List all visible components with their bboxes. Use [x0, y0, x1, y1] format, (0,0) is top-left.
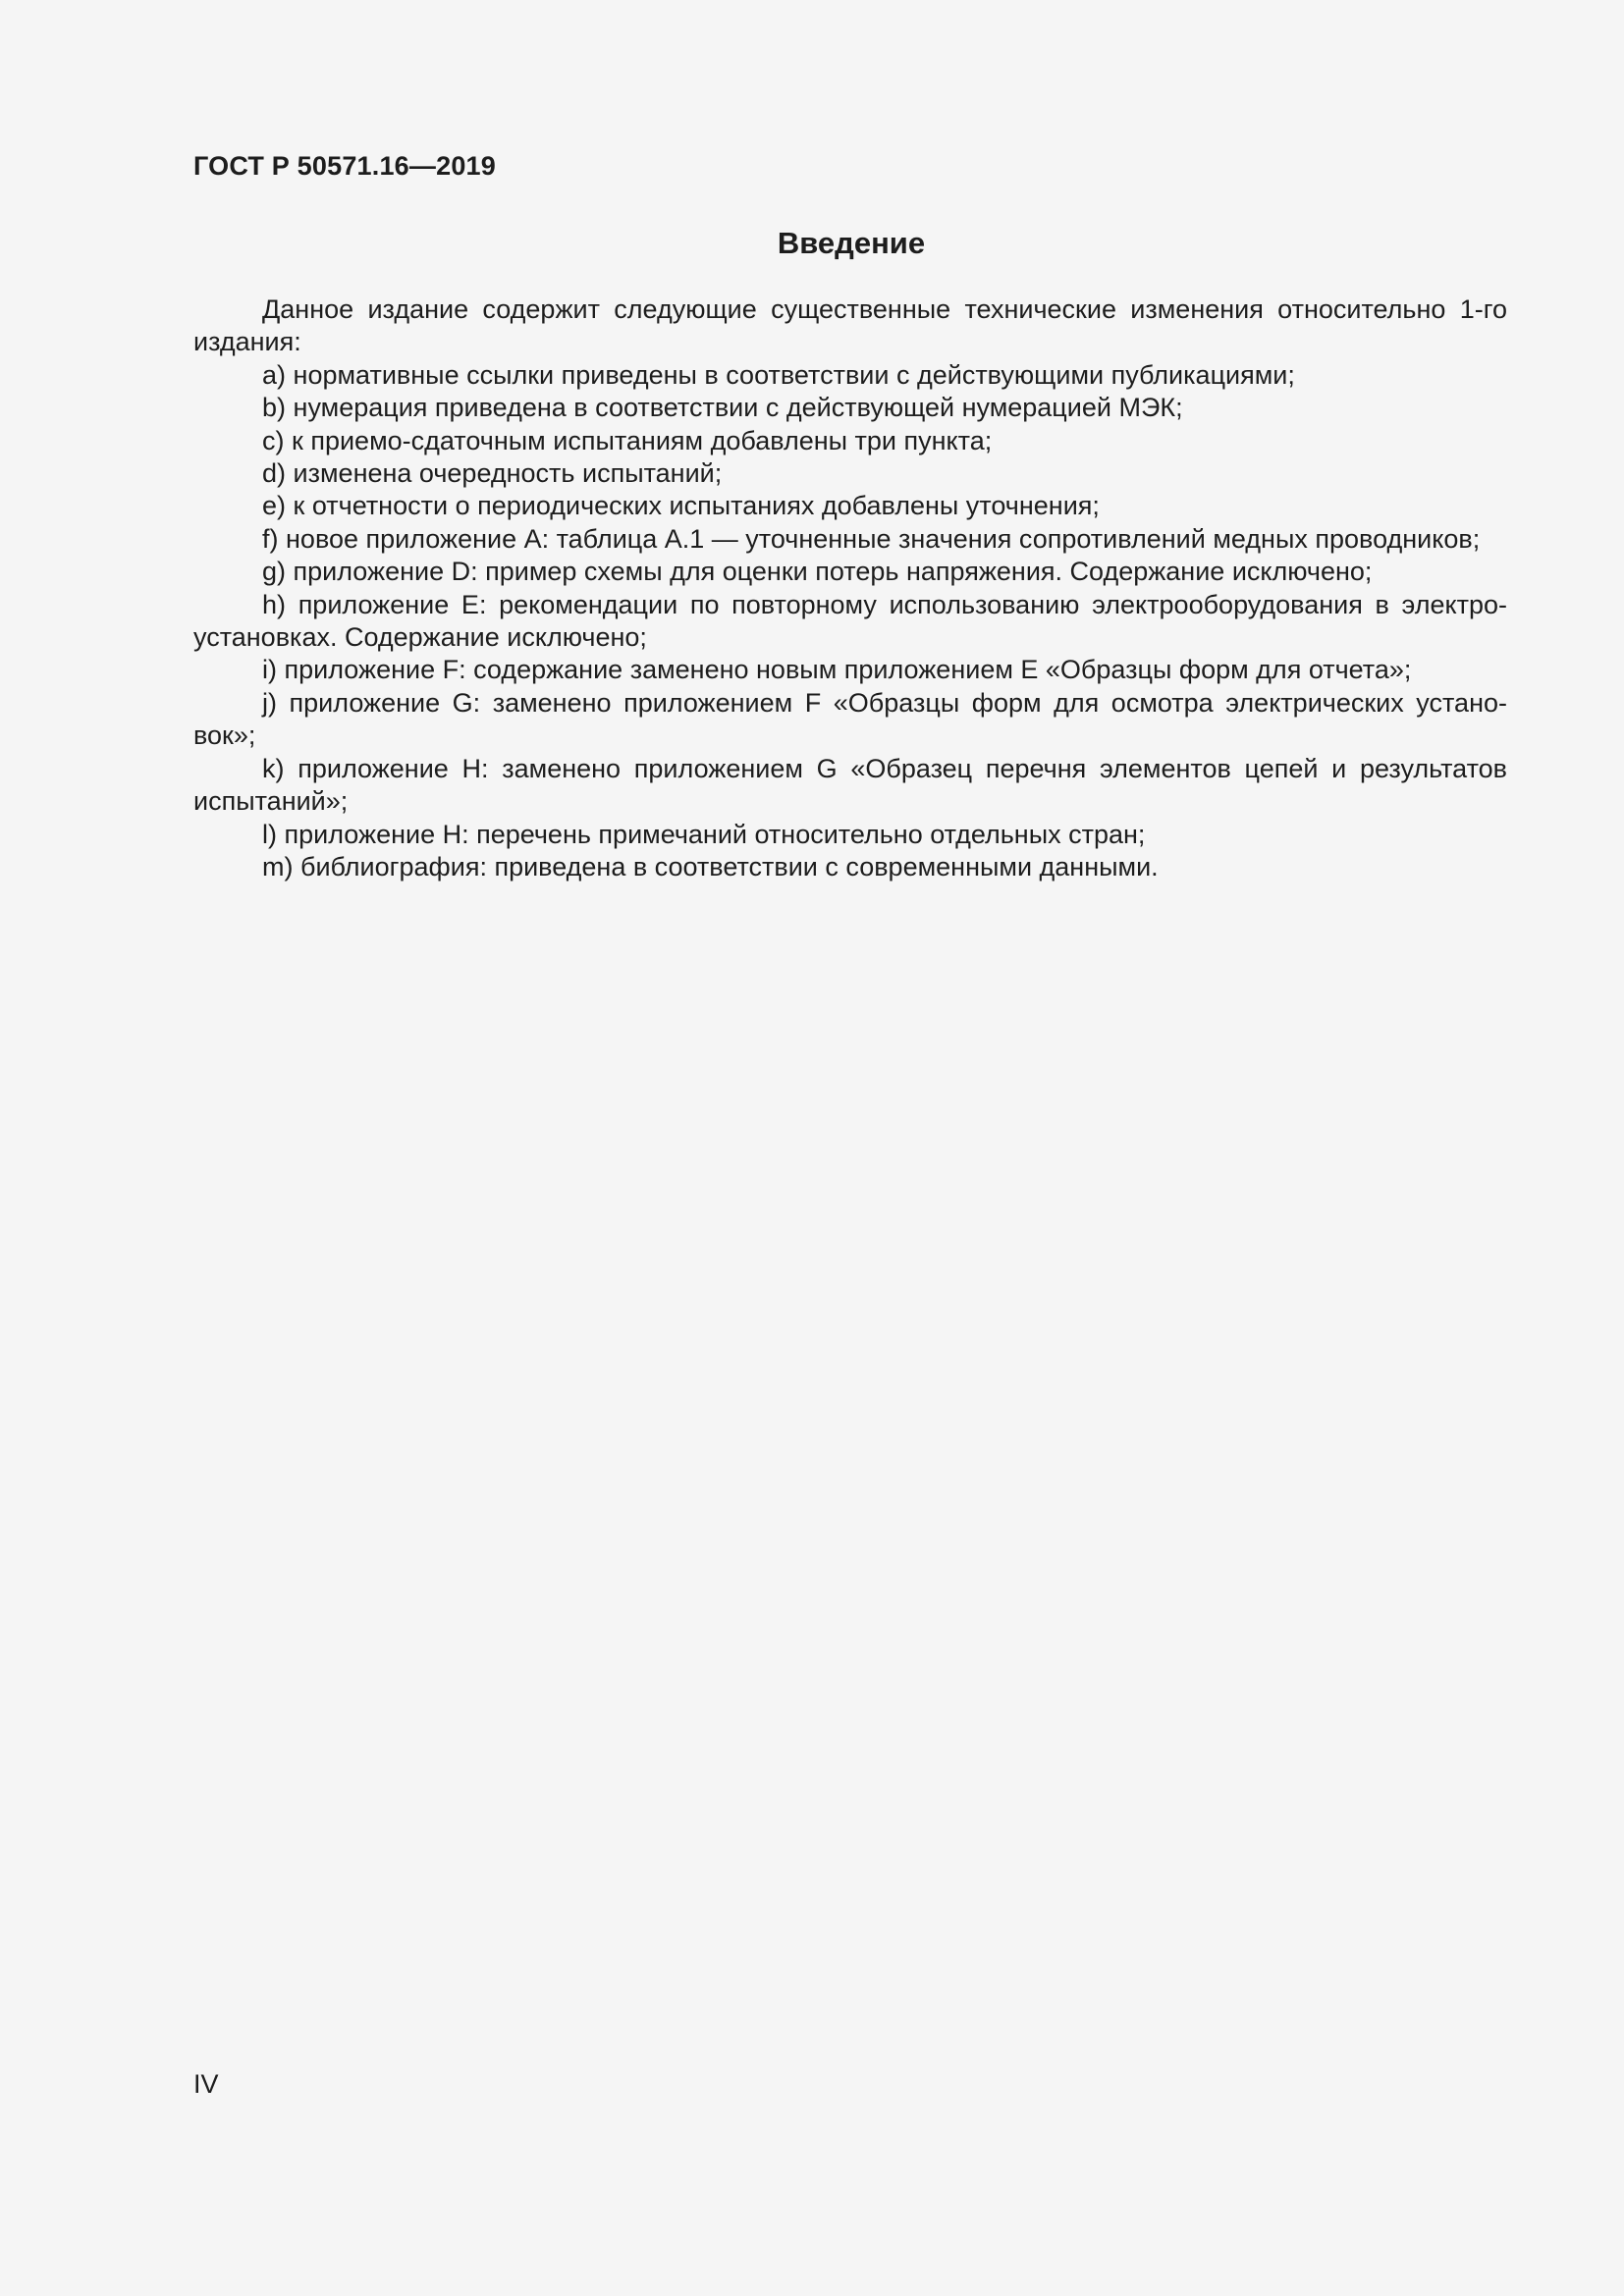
list-item-f [193, 523, 1507, 556]
item-text: приложение Н: перечень примечаний относительно отдельных стран; [284, 819, 1146, 849]
item-text: новое приложение А: таблица А.1 — уточненные значения сопротивлений медных проводников; [286, 523, 1481, 554]
item-text: приложение F: содержание заменено новым приложением Е «Образцы форм для отчета»; [284, 655, 1412, 685]
item-label: m) [262, 851, 294, 881]
item-label: d) [262, 458, 287, 489]
intro-paragraph: Данное издание содержит следующие существенные технические изменения относительно 1-го издания: [193, 294, 1507, 357]
list-item-c [193, 425, 1507, 457]
item-text: к приемо-сдаточным испытаниям добавлены три пункта; [292, 425, 993, 455]
item-label: b) [262, 393, 287, 423]
item-label: l) [262, 819, 277, 849]
list-item-k [193, 753, 1507, 819]
item-label: i) [262, 655, 277, 685]
item-label: c) [262, 425, 285, 455]
item-text: библиография: приведена в соответствии с современными данными. [300, 851, 1159, 881]
list-item-j [193, 687, 1507, 753]
item-label: k) [262, 753, 285, 783]
item-text: приложение Е: рекомендации по повторному использованию электрооборудования в электро-установках. Содержание исключено; [193, 589, 1507, 653]
list-item-h [193, 589, 1507, 655]
item-text: к отчетности о периодических испытаниях добавлены уточнения; [293, 491, 1100, 521]
list-item-i [193, 654, 1507, 686]
item-label: a) [262, 359, 287, 390]
page-number: IV [193, 2069, 219, 2099]
item-text: приложение D: пример схемы для оценки потерь напряжения. Содержание исключено; [293, 557, 1373, 587]
item-text: приложение Н: заменено приложением G «Образец перечня элементов цепей и результатов испытаний»; [193, 753, 1507, 817]
section-title: Введение [777, 226, 926, 260]
item-label: f) [262, 523, 279, 554]
item-text: нумерация приведена в соответствии с действующей нумерацией МЭК; [293, 393, 1183, 423]
list-item-d [193, 457, 1507, 490]
item-text: приложение G: заменено приложением F «Образцы форм для осмотра электрических устано-вок»; [193, 687, 1507, 751]
document-code-header: ГОСТ Р 50571.16—2019 [193, 151, 496, 181]
item-text: нормативные ссылки приведены в соответствии с действующими публикациями; [293, 359, 1295, 390]
item-label: h) [262, 589, 287, 619]
list-item-g [193, 556, 1507, 588]
item-text: изменена очередность испытаний; [293, 458, 723, 489]
list-item-e [193, 490, 1507, 522]
introduction-body [193, 294, 1507, 883]
item-label: e) [262, 491, 287, 521]
list-item-b [193, 392, 1507, 424]
item-label: g) [262, 557, 287, 587]
list-item-m [193, 851, 1507, 883]
list-item-l [193, 819, 1507, 851]
list-item-a [193, 359, 1507, 392]
item-label: j) [262, 687, 277, 718]
